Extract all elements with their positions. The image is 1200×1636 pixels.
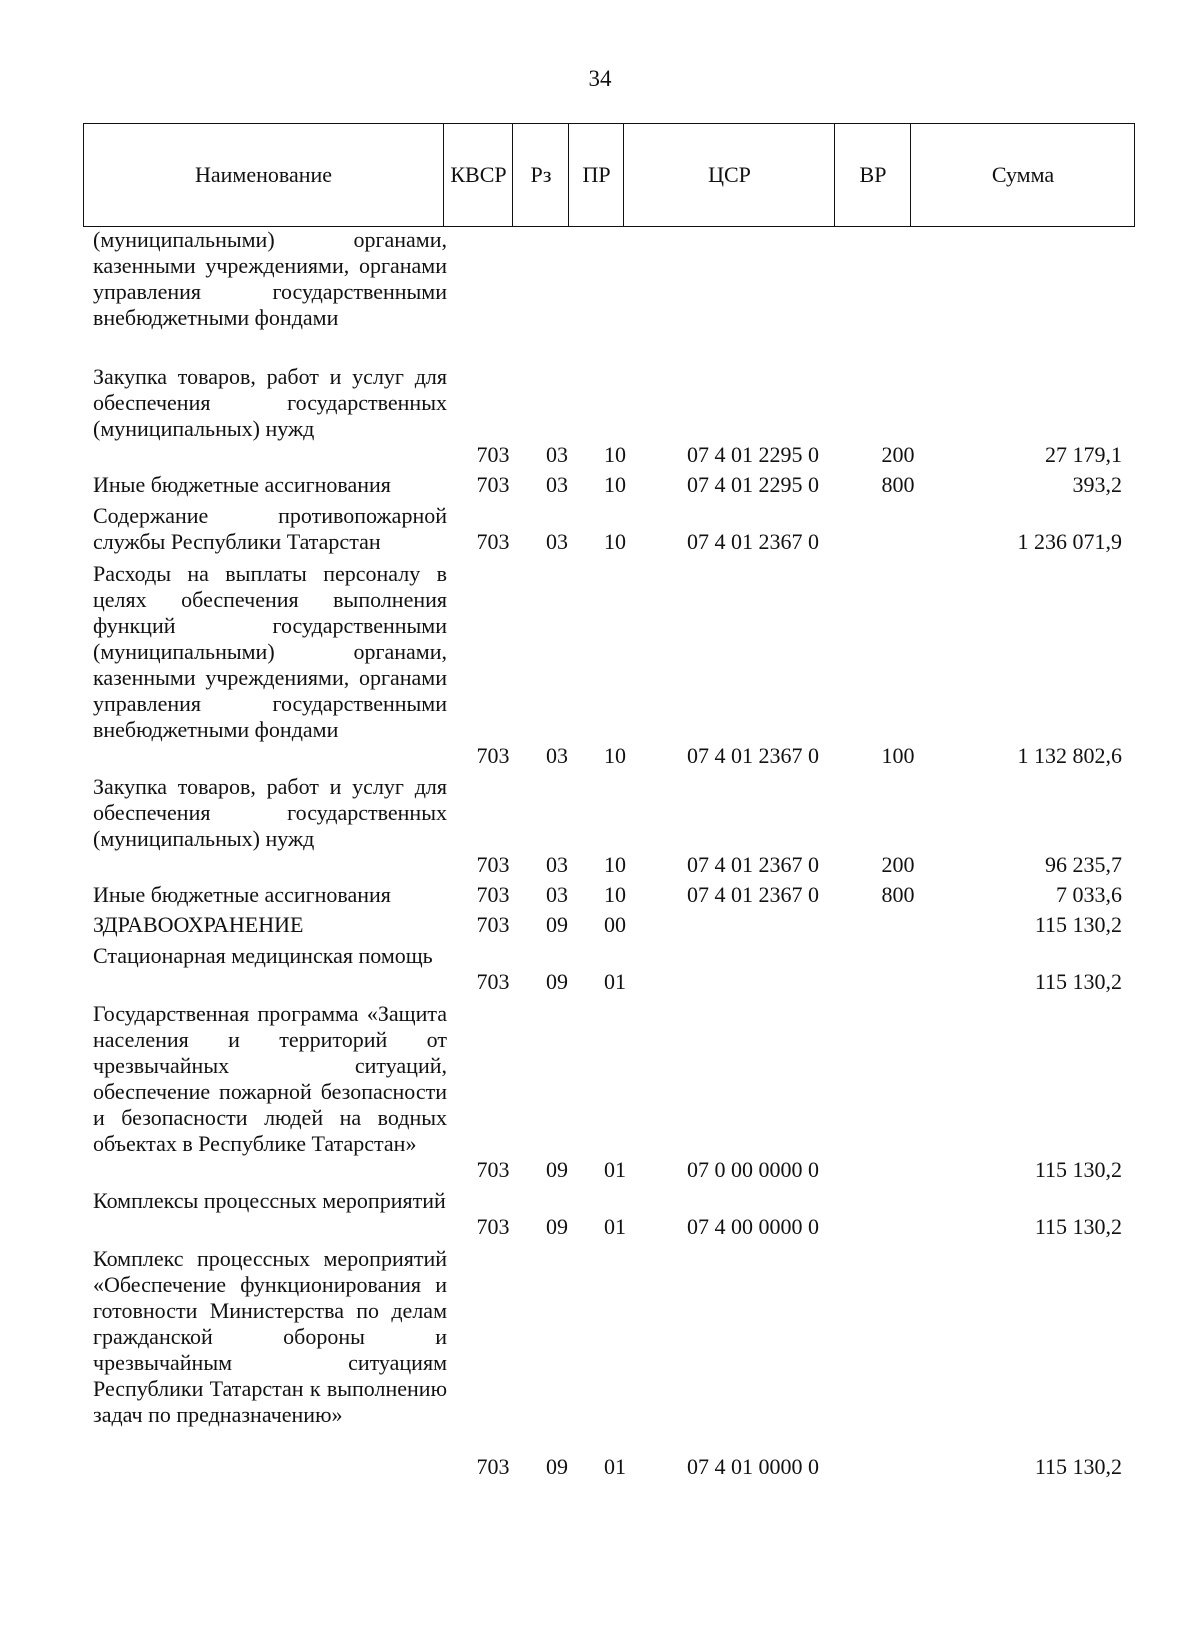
row-rz: 09	[546, 969, 568, 994]
row-sum: 1 236 071,9	[1017, 529, 1122, 554]
row-rz: 03	[546, 743, 568, 768]
row-pr: 10	[604, 882, 626, 907]
header-pr: ПР	[568, 124, 624, 226]
row-kvsr: 703	[476, 912, 510, 937]
row-name: Расходы на выплаты персоналу в целях обеспечения выполнения функций государственными (муниципальными) органами, казенными учреждениями, органами управления государственными внебюджетными фондами	[93, 561, 447, 742]
row-rz: 03	[546, 529, 568, 554]
row-pr: 01	[604, 1454, 626, 1479]
row-kvsr: 703	[476, 529, 510, 554]
row-sum: 7 033,6	[1056, 882, 1122, 907]
row-sum: 115 130,2	[1034, 1214, 1122, 1239]
row-csr: 07 4 01 0000 0	[687, 1454, 819, 1479]
row-pr: 10	[604, 442, 626, 467]
row-pr: 00	[604, 912, 626, 937]
row-sum: 27 179,1	[1045, 442, 1122, 467]
row-pr: 01	[604, 1214, 626, 1239]
row-name: Комплекс процессных мероприятий «Обеспечение функционирования и готовности Министерства по делам гражданской обороны и чрезвычайным ситуациям Республики Татарстан к выполнению задач по предназначению»	[93, 1246, 447, 1427]
row-name: Комплексы процессных мероприятий	[93, 1188, 446, 1213]
row-pr: 10	[604, 472, 626, 497]
row-name: Содержание противопожарной службы Республики Татарстан	[93, 503, 447, 554]
row-name: Иные бюджетные ассигнования	[93, 472, 391, 497]
row-sum: 115 130,2	[1034, 1157, 1122, 1182]
row-csr: 07 0 00 0000 0	[687, 1157, 819, 1182]
row-vr: 800	[881, 882, 915, 907]
header-csr: ЦСР	[623, 124, 835, 226]
row-name: Государственная программа «Защита населения и территорий от чрезвычайных ситуаций, обеспечение пожарной безопасности и безопасности людей на водных объектах в Республике Татарстан»	[93, 1001, 447, 1156]
header-sum: Сумма	[910, 124, 1135, 226]
row-csr: 07 4 01 2367 0	[687, 743, 819, 768]
header-rz: Рз	[512, 124, 569, 226]
row-csr: 07 4 01 2295 0	[687, 442, 819, 467]
row-pr: 01	[604, 969, 626, 994]
row-pr: 10	[604, 529, 626, 554]
row-kvsr: 703	[476, 1454, 510, 1479]
row-rz: 09	[546, 1454, 568, 1479]
row-sum: 115 130,2	[1034, 912, 1122, 937]
row-pr: 10	[604, 852, 626, 877]
row-csr: 07 4 01 2367 0	[687, 882, 819, 907]
row-sum: 393,2	[1072, 472, 1122, 497]
row-kvsr: 703	[476, 1214, 510, 1239]
row-kvsr: 703	[476, 1157, 510, 1182]
row-csr: 07 4 01 2367 0	[687, 852, 819, 877]
row-sum: 115 130,2	[1034, 969, 1122, 994]
row-csr: 07 4 01 2295 0	[687, 472, 819, 497]
row-rz: 03	[546, 472, 568, 497]
row-kvsr: 703	[476, 472, 510, 497]
row-rz: 03	[546, 852, 568, 877]
row-pr: 10	[604, 743, 626, 768]
row-kvsr: 703	[476, 852, 510, 877]
row-vr: 800	[881, 472, 915, 497]
row-name: Закупка товаров, работ и услуг для обеспечения государственных (муниципальных) нужд	[93, 774, 447, 851]
table-header	[83, 123, 1135, 227]
row-sum: 96 235,7	[1045, 852, 1122, 877]
row-rz: 03	[546, 882, 568, 907]
row-rz: 09	[546, 1157, 568, 1182]
row-vr: 200	[881, 852, 915, 877]
row-name: Закупка товаров, работ и услуг для обеспечения государственных (муниципальных) нужд	[93, 364, 447, 441]
row-name: (муниципальными) органами, казенными учреждениями, органами управления государственными внебюджетными фондами	[93, 227, 447, 330]
row-rz: 03	[546, 442, 568, 467]
row-sum: 1 132 802,6	[1017, 743, 1122, 768]
row-csr: 07 4 00 0000 0	[687, 1214, 819, 1239]
row-name: Стационарная медицинская помощь	[93, 943, 433, 968]
header-name: Наименование	[194, 162, 333, 187]
row-rz: 09	[546, 912, 568, 937]
row-kvsr: 703	[476, 882, 510, 907]
row-vr: 100	[881, 743, 915, 768]
row-csr: 07 4 01 2367 0	[687, 529, 819, 554]
row-kvsr: 703	[476, 969, 510, 994]
row-rz: 09	[546, 1214, 568, 1239]
header-vr: ВР	[834, 124, 911, 226]
row-kvsr: 703	[476, 743, 510, 768]
row-sum: 115 130,2	[1034, 1454, 1122, 1479]
row-pr: 01	[604, 1157, 626, 1182]
row-vr: 200	[881, 442, 915, 467]
row-name: Иные бюджетные ассигнования	[93, 882, 391, 907]
row-name: ЗДРАВООХРАНЕНИЕ	[93, 912, 304, 937]
header-kvsr: КВСР	[443, 124, 513, 226]
row-kvsr: 703	[476, 442, 510, 467]
page-number: 34	[588, 66, 612, 91]
